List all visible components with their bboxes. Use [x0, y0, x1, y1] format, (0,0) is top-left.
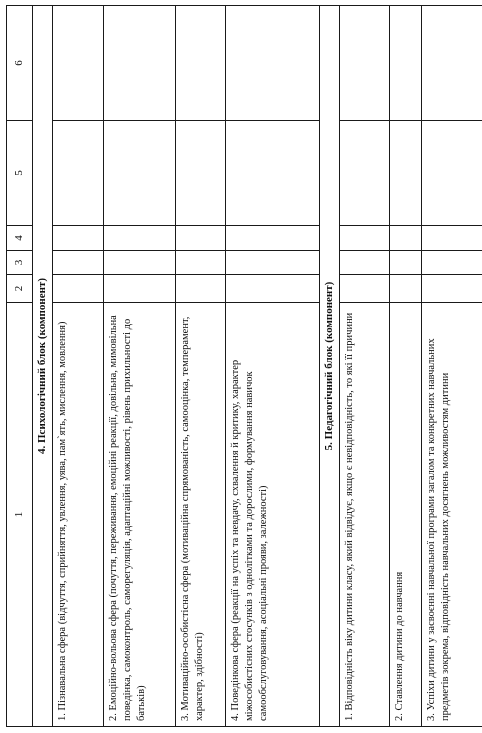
empty-cell — [225, 275, 319, 303]
header-cell-5: 5 — [7, 121, 33, 226]
empty-cell — [225, 121, 319, 226]
empty-cell — [389, 251, 421, 275]
empty-cell — [339, 121, 389, 226]
empty-cell — [225, 6, 319, 121]
empty-cell — [103, 226, 175, 251]
criterion-cell: 4. Поведінкова сфера (реакції на успіх та невдачу, схвалення й критику, характер міжособистісних стосунків з однолітками та дорослими, формування навичок самообслуговування, асоціальні прояви, залежності) — [225, 303, 319, 727]
table-row — [421, 6, 482, 727]
empty-cell — [389, 226, 421, 251]
empty-cell — [389, 275, 421, 303]
section-title: 4. Психологічний блок (компонент) — [33, 6, 53, 727]
criterion-cell: 1. Відповідність віку дитини класу, який відвідує, якщо є невідповідність, то які її причини — [339, 303, 389, 727]
empty-cell — [52, 226, 103, 251]
empty-cell — [175, 275, 225, 303]
table-row — [225, 6, 319, 727]
header-cell-1: 1 — [7, 303, 33, 727]
header-cell-4: 4 — [7, 226, 33, 251]
header-cell-3: 3 — [7, 251, 33, 275]
table-row — [103, 6, 175, 727]
empty-cell — [103, 275, 175, 303]
section-title: 5. Педагогічний блок (компонент) — [319, 6, 339, 727]
empty-cell — [175, 226, 225, 251]
table-row — [389, 6, 421, 727]
empty-cell — [421, 275, 482, 303]
header-cell-6: 6 — [7, 6, 33, 121]
empty-cell — [52, 251, 103, 275]
empty-cell — [175, 251, 225, 275]
empty-cell — [52, 275, 103, 303]
empty-cell — [103, 251, 175, 275]
empty-cell — [421, 226, 482, 251]
table-row — [175, 6, 225, 727]
empty-cell — [175, 6, 225, 121]
header-row — [7, 6, 33, 727]
empty-cell — [339, 251, 389, 275]
empty-cell — [389, 6, 421, 121]
empty-cell — [52, 121, 103, 226]
empty-cell — [103, 6, 175, 121]
empty-cell — [225, 226, 319, 251]
empty-cell — [339, 275, 389, 303]
empty-cell — [389, 121, 421, 226]
empty-cell — [421, 6, 482, 121]
section-row-pedagogical — [319, 6, 339, 727]
assessment-table — [6, 5, 482, 727]
criterion-cell: 2. Ставлення дитини до навчання — [389, 303, 421, 727]
empty-cell — [421, 251, 482, 275]
criterion-cell: 1. Пізнавальна сфера (відчуття, сприйняття, увлення, уява, пам`ять, мислення, мовлення) — [52, 303, 103, 727]
empty-cell — [52, 6, 103, 121]
empty-cell — [175, 121, 225, 226]
criterion-cell: 3. Успіхи дитини у засвоєнні навчальної програми загалом та конкретних навчальних предметів зокрема, відповідність навчальних досягнень можливостям дитини — [421, 303, 482, 727]
empty-cell — [339, 226, 389, 251]
section-row-psychological — [33, 6, 53, 727]
header-cell-2: 2 — [7, 275, 33, 303]
empty-cell — [339, 6, 389, 121]
criterion-cell: 3. Мотиваційно-особистісна сфера (мотиваційна спрямованість, самооцінка, темперамент, характер, здібності) — [175, 303, 225, 727]
empty-cell — [225, 251, 319, 275]
empty-cell — [421, 121, 482, 226]
empty-cell — [103, 121, 175, 226]
criterion-cell: 2. Емоційно-вольова сфера (почуття, переживання, емоційні реакції, довільна, мимовільна поведінка, самоконтроль, саморегуляція, адаптаційні можливості, рівень прихильності до батьків) — [103, 303, 175, 727]
table-row — [339, 6, 389, 727]
table-row — [52, 6, 103, 727]
